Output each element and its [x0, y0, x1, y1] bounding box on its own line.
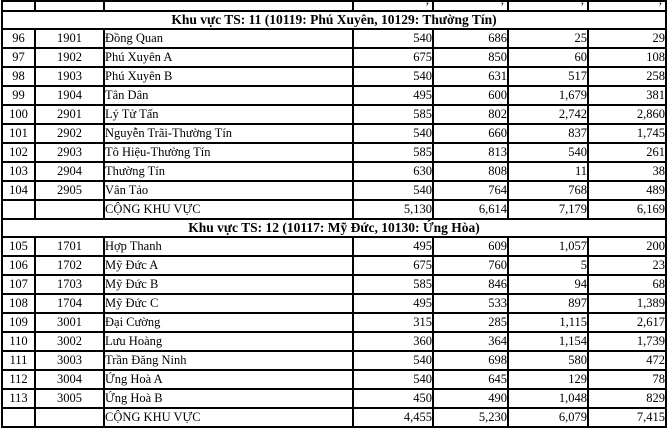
value-cell: 540: [508, 143, 588, 162]
value-cell: 450: [353, 389, 433, 408]
school-code-cell: 1904: [35, 86, 104, 105]
value-cell: 760: [433, 256, 508, 275]
value-cell: 540: [353, 67, 433, 86]
school-code-cell: 3003: [35, 351, 104, 370]
value-cell: 1,115: [508, 313, 588, 332]
total-value-cell: 6,169: [588, 200, 666, 219]
value-cell: 585: [353, 105, 433, 124]
value-cell: 315: [353, 313, 433, 332]
school-name-cell: Lý Tử Tấn: [104, 105, 353, 124]
clipped-cell: [353, 1, 433, 11]
school-code-cell: 2903: [35, 143, 104, 162]
clipped-cell: [433, 1, 508, 11]
value-cell: 2,617: [588, 313, 666, 332]
empty-cell: [2, 200, 35, 219]
value-cell: 60: [508, 48, 588, 67]
clipped-number-fragment: ,: [500, 0, 504, 7]
value-cell: 495: [353, 86, 433, 105]
value-cell: 1,739: [588, 332, 666, 351]
school-code-cell: 1703: [35, 275, 104, 294]
table-row: [2, 86, 666, 105]
value-cell: 285: [433, 313, 508, 332]
section-header-title: Khu vực TS: 12 (10117: Mỹ Đức, 10130: Ứng Hòa): [2, 219, 666, 237]
value-cell: 381: [588, 86, 666, 105]
value-cell: 580: [508, 351, 588, 370]
empty-cell: [35, 408, 104, 427]
row-number-cell: 103: [2, 162, 35, 181]
value-cell: 495: [353, 237, 433, 256]
total-value-cell: 5,130: [353, 200, 433, 219]
school-code-cell: 2902: [35, 124, 104, 143]
section-total-row: [2, 408, 666, 427]
value-cell: 837: [508, 124, 588, 143]
school-code-cell: 3001: [35, 313, 104, 332]
school-name-cell: Lưu Hoàng: [104, 332, 353, 351]
value-cell: 764: [433, 181, 508, 200]
value-cell: 108: [588, 48, 666, 67]
value-cell: 533: [433, 294, 508, 313]
row-number-cell: 98: [2, 67, 35, 86]
admission-capacity-table: [1, 0, 667, 428]
value-cell: 364: [433, 332, 508, 351]
clipped-number-fragment: ,: [425, 0, 429, 7]
school-name-cell: Tân Dân: [104, 86, 353, 105]
row-number-cell: 101: [2, 124, 35, 143]
section-total-row: [2, 200, 666, 219]
school-name-cell: Đồng Quan: [104, 29, 353, 48]
school-code-cell: 2901: [35, 105, 104, 124]
clipped-number-fragment: ,: [658, 0, 662, 7]
table-row: [2, 294, 666, 313]
value-cell: 489: [588, 181, 666, 200]
section-total-label: CỘNG KHU VỰC: [104, 408, 353, 427]
value-cell: 585: [353, 143, 433, 162]
value-cell: 1,057: [508, 237, 588, 256]
value-cell: 2,860: [588, 105, 666, 124]
value-cell: 94: [508, 275, 588, 294]
value-cell: 129: [508, 370, 588, 389]
school-name-cell: Tô Hiệu-Thường Tín: [104, 143, 353, 162]
value-cell: 38: [588, 162, 666, 181]
school-code-cell: 1704: [35, 294, 104, 313]
row-number-cell: 100: [2, 105, 35, 124]
value-cell: 630: [353, 162, 433, 181]
clipped-cell: [508, 1, 588, 11]
table-row: [2, 181, 666, 200]
table-row: [2, 237, 666, 256]
total-value-cell: 6,079: [508, 408, 588, 427]
school-name-cell: Hợp Thanh: [104, 237, 353, 256]
school-code-cell: 3002: [35, 332, 104, 351]
value-cell: 78: [588, 370, 666, 389]
section-header-row: [2, 219, 666, 237]
clipped-cell: [35, 1, 104, 11]
school-code-cell: 3005: [35, 389, 104, 408]
value-cell: 675: [353, 48, 433, 67]
section-header-row: [2, 11, 666, 29]
row-number-cell: 105: [2, 237, 35, 256]
table-row: [2, 370, 666, 389]
value-cell: 29: [588, 29, 666, 48]
table-row: [2, 313, 666, 332]
clipped-top-row: [2, 1, 666, 11]
school-name-cell: Vân Tảo: [104, 181, 353, 200]
value-cell: 698: [433, 351, 508, 370]
row-number-cell: 111: [2, 351, 35, 370]
table-row: [2, 389, 666, 408]
row-number-cell: 108: [2, 294, 35, 313]
table-row: [2, 351, 666, 370]
school-code-cell: 1902: [35, 48, 104, 67]
clipped-cell: [588, 1, 666, 11]
school-name-cell: Thường Tín: [104, 162, 353, 181]
table-row: [2, 162, 666, 181]
table-row: [2, 105, 666, 124]
school-code-cell: 1701: [35, 237, 104, 256]
value-cell: 540: [353, 29, 433, 48]
school-code-cell: 2905: [35, 181, 104, 200]
school-name-cell: Mỹ Đức A: [104, 256, 353, 275]
value-cell: 25: [508, 29, 588, 48]
row-number-cell: 102: [2, 143, 35, 162]
value-cell: 1,048: [508, 389, 588, 408]
value-cell: 540: [353, 370, 433, 389]
value-cell: 490: [433, 389, 508, 408]
section-header-title: Khu vực TS: 11 (10119: Phú Xuyên, 10129: Thường Tín): [2, 11, 666, 29]
value-cell: 23: [588, 256, 666, 275]
value-cell: 768: [508, 181, 588, 200]
school-code-cell: 1702: [35, 256, 104, 275]
clipped-number-fragment: ,: [580, 0, 584, 7]
school-name-cell: Mỹ Đức C: [104, 294, 353, 313]
table-row: [2, 29, 666, 48]
value-cell: 660: [433, 124, 508, 143]
table-row: [2, 67, 666, 86]
school-name-cell: Đại Cường: [104, 313, 353, 332]
value-cell: 200: [588, 237, 666, 256]
value-cell: 850: [433, 48, 508, 67]
row-number-cell: 110: [2, 332, 35, 351]
row-number-cell: 113: [2, 389, 35, 408]
value-cell: 517: [508, 67, 588, 86]
table-row: [2, 275, 666, 294]
total-value-cell: 6,614: [433, 200, 508, 219]
value-cell: 645: [433, 370, 508, 389]
value-cell: 540: [353, 181, 433, 200]
value-cell: 495: [353, 294, 433, 313]
school-name-cell: Phú Xuyên A: [104, 48, 353, 67]
school-code-cell: 1901: [35, 29, 104, 48]
section-total-label: CỘNG KHU VỰC: [104, 200, 353, 219]
value-cell: 686: [433, 29, 508, 48]
empty-cell: [2, 408, 35, 427]
value-cell: 360: [353, 332, 433, 351]
value-cell: 1,389: [588, 294, 666, 313]
row-number-cell: 96: [2, 29, 35, 48]
value-cell: 472: [588, 351, 666, 370]
value-cell: 1,679: [508, 86, 588, 105]
school-code-cell: 2904: [35, 162, 104, 181]
total-value-cell: 7,179: [508, 200, 588, 219]
row-number-cell: 106: [2, 256, 35, 275]
value-cell: 609: [433, 237, 508, 256]
value-cell: 261: [588, 143, 666, 162]
table-row: [2, 256, 666, 275]
clipped-cell: [2, 1, 35, 11]
total-value-cell: 5,230: [433, 408, 508, 427]
table-row: [2, 332, 666, 351]
school-name-cell: Mỹ Đức B: [104, 275, 353, 294]
total-value-cell: 4,455: [353, 408, 433, 427]
value-cell: 540: [353, 124, 433, 143]
value-cell: 897: [508, 294, 588, 313]
total-value-cell: 7,415: [588, 408, 666, 427]
value-cell: 829: [588, 389, 666, 408]
empty-cell: [35, 200, 104, 219]
value-cell: 540: [353, 351, 433, 370]
row-number-cell: 112: [2, 370, 35, 389]
value-cell: 5: [508, 256, 588, 275]
value-cell: 1,745: [588, 124, 666, 143]
school-name-cell: Ứng Hoà B: [104, 389, 353, 408]
row-number-cell: 97: [2, 48, 35, 67]
value-cell: 813: [433, 143, 508, 162]
clipped-cell: [104, 1, 353, 11]
value-cell: 600: [433, 86, 508, 105]
value-cell: 2,742: [508, 105, 588, 124]
school-code-cell: 1903: [35, 67, 104, 86]
value-cell: 802: [433, 105, 508, 124]
school-name-cell: Ứng Hoà A: [104, 370, 353, 389]
row-number-cell: 107: [2, 275, 35, 294]
value-cell: 585: [353, 275, 433, 294]
value-cell: 258: [588, 67, 666, 86]
table-row: [2, 124, 666, 143]
value-cell: 675: [353, 256, 433, 275]
value-cell: 11: [508, 162, 588, 181]
value-cell: 808: [433, 162, 508, 181]
school-name-cell: Nguyễn Trãi-Thường Tín: [104, 124, 353, 143]
school-name-cell: Trần Đăng Ninh: [104, 351, 353, 370]
school-name-cell: Phú Xuyên B: [104, 67, 353, 86]
row-number-cell: 99: [2, 86, 35, 105]
value-cell: 1,154: [508, 332, 588, 351]
school-code-cell: 3004: [35, 370, 104, 389]
value-cell: 631: [433, 67, 508, 86]
table-row: [2, 48, 666, 67]
table-row: [2, 143, 666, 162]
value-cell: 68: [588, 275, 666, 294]
value-cell: 846: [433, 275, 508, 294]
row-number-cell: 104: [2, 181, 35, 200]
row-number-cell: 109: [2, 313, 35, 332]
